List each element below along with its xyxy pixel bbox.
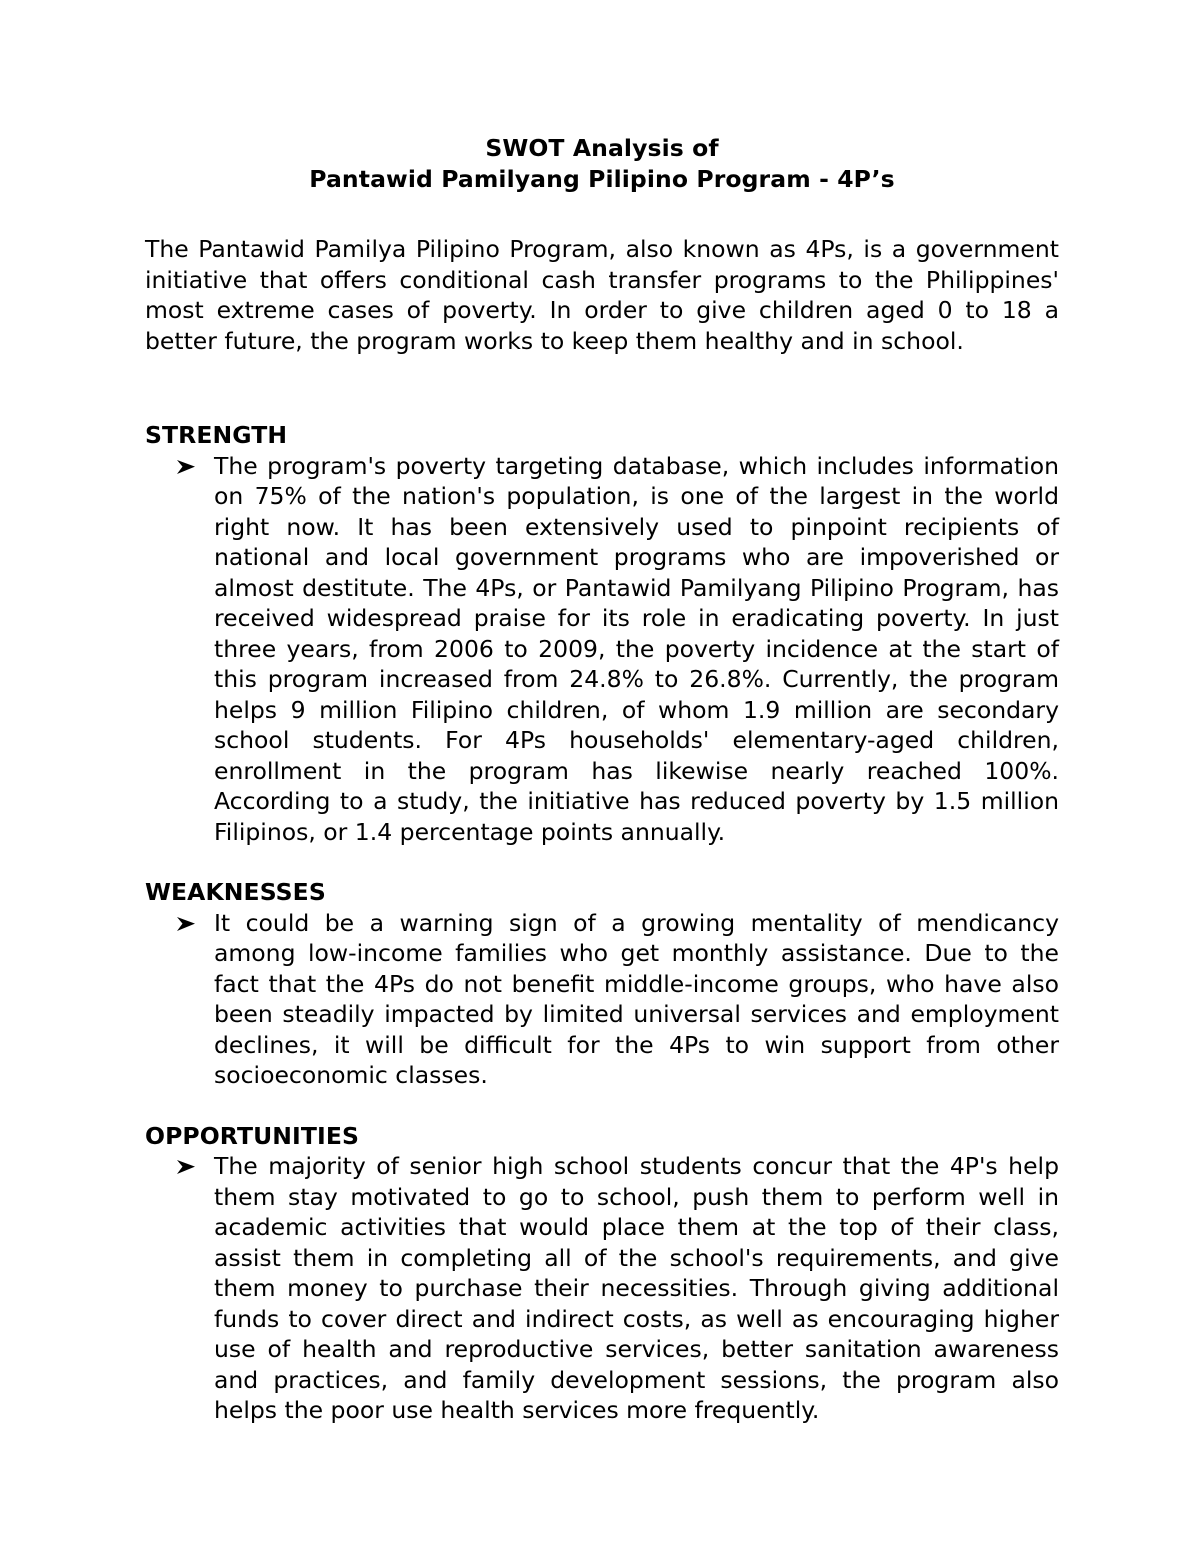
section-opportunities [145, 1121, 1059, 1426]
bullet-list-strength [145, 451, 1059, 848]
document-title [145, 133, 1059, 195]
section-heading-opportunities: OPPORTUNITIES [145, 1121, 360, 1150]
bullet-text: The program's poverty targeting database, which includes information on 75% of the nation's population, is one of the largest in the world right now. It has been extensively used to pinpoint recipients of national and local government programs who are impoverished or almost destitute. The 4Ps, or Pantawid Pamilyang Pilipino Program, has received widespread praise for its role in eradicating poverty. In just three years, from 2006 to 2009, the poverty incidence at the start of this program increased from 24.8% to 26.8%. Currently, the program helps 9 million Filipino children, of whom 1.9 million are secondary school students. For 4Ps households' elementary-aged children, enrollment in the program has likewise nearly reached 100%. According to a study, the initiative has reduced poverty by 1.5 million Filipinos, or 1.4 percentage points annually. [214, 451, 1059, 846]
list-item [145, 1151, 1059, 1426]
arrowhead-bullet-icon [176, 451, 202, 482]
section-weaknesses [145, 877, 1059, 1091]
list-item [145, 451, 1059, 848]
bullet-text: It could be a warning sign of a growing mentality of mendicancy among low-income families who get monthly assistance. Due to the fact that the 4Ps do not benefit middle-income groups, who have also been steadily impacted by limited universal services and employment declines, it will be difficult for the 4Ps to win support from other socioeconomic classes. [214, 908, 1059, 1089]
title-line-1: SWOT Analysis of [485, 134, 719, 162]
arrowhead-bullet-icon [176, 908, 202, 939]
bullet-list-opportunities [145, 1151, 1059, 1426]
list-item [145, 908, 1059, 1091]
section-strength [145, 420, 1059, 847]
arrowhead-bullet-icon [176, 1151, 202, 1182]
bullet-list-weaknesses [145, 908, 1059, 1091]
document-content [145, 133, 1059, 1426]
section-heading-strength: STRENGTH [145, 421, 288, 449]
title-line-2: Pantawid Pamilyang Pilipino Program - 4P’s [309, 165, 895, 193]
bullet-text: The majority of senior high school students concur that the 4P's help them stay motivated to go to school, push them to perform well in academic activities that would place them at the top of their class, assist them in completing all of the school's requirements, and give them money to purchase their necessities. Through giving additional funds to cover direct and indirect costs, as well as encouraging higher use of health and reproductive services, better sanitation awareness and practices, and family development sessions, the program also helps the poor use health services more frequently. [214, 1152, 1059, 1424]
intro-paragraph: The Pantawid Pamilya Pilipino Program, also known as 4Ps, is a government initiative that offers conditional cash transfer programs to the Philippines' most extreme cases of poverty. In order to give children aged 0 to 18 a better future, the program works to keep them healthy and in school. [145, 235, 1059, 355]
section-heading-weaknesses: WEAKNESSES [145, 878, 326, 906]
